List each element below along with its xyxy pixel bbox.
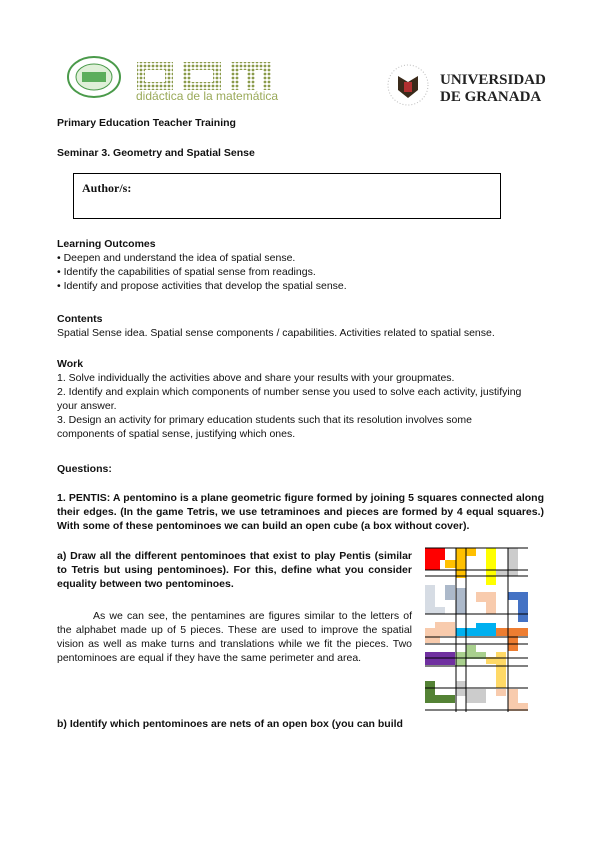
seminar-title: Seminar 3. Geometry and Spatial Sense — [57, 147, 255, 159]
contents-text: Spatial Sense idea. Spatial sense components / capabilities. Activities related to spatial sense. — [57, 327, 495, 339]
work-item: 1. Solve individually the activities above and share your results with your groupmates. — [57, 372, 455, 384]
author-label: Author/s: — [82, 181, 132, 195]
learning-item: • Identify the capabilities of spatial sense from readings. — [57, 266, 316, 278]
contents-section — [57, 312, 547, 340]
seminar-seal-logo — [66, 56, 122, 98]
learning-item: • Identify and propose activities that develop the spatial sense. — [57, 280, 347, 292]
answer-1a: As we can see, the pentamines are figures similar to the letters of the alphabet made up of 5 pieces. These are used to improve the spatial vision as well as make turns and translations while we fit the pieces. Two pentominoes are equal if they have the same perimeter and area. — [57, 610, 412, 664]
work-item: 3. Design an activity for primary education students such that its resolution involves some components of spatial sense, justifying which ones. — [57, 414, 472, 440]
work-item: 2. Identify and explain which components of number sense you used to solve each activity, justifying your answer. — [57, 386, 522, 412]
pentomino-pieces — [425, 548, 528, 711]
work-heading: Work — [57, 358, 84, 370]
question-1: 1. PENTIS: A pentomino is a plane geometric figure formed by joining 5 squares connected along their edges. (In the game Tetris, we use tetraminoes and pieces are formed by 4 equal squares.) With some of these pentominoes we can build an open cube (a box without cover). — [57, 492, 544, 532]
learning-item: • Deepen and understand the idea of spatial sense. — [57, 252, 296, 264]
dm-dotted-logo — [135, 60, 275, 92]
ugr-logo-text — [440, 72, 546, 106]
pentomino-figure — [420, 540, 535, 715]
work-section — [57, 357, 527, 441]
doc-title: Primary Education Teacher Training — [57, 117, 236, 129]
contents-heading: Contents — [57, 313, 103, 325]
question-1a: a) Draw all the different pentominoes that exist to play Pentis (similar to Tetris but using pentominoes). For this, define what you consider equality between two pentominoes. — [57, 550, 412, 590]
learning-outcomes — [57, 237, 547, 293]
author-box[interactable] — [73, 173, 501, 219]
ugr-line1: UNIVERSIDAD — [440, 72, 546, 88]
question-1b: b) Identify which pentominoes are nets of an open box (you can build — [57, 718, 403, 730]
dm-logo-text: didáctica de la matemática — [136, 89, 279, 103]
ugr-crest-logo — [386, 62, 430, 108]
questions-heading: Questions: — [57, 463, 112, 475]
ugr-line2: DE GRANADA — [440, 89, 542, 105]
learning-heading: Learning Outcomes — [57, 238, 156, 250]
